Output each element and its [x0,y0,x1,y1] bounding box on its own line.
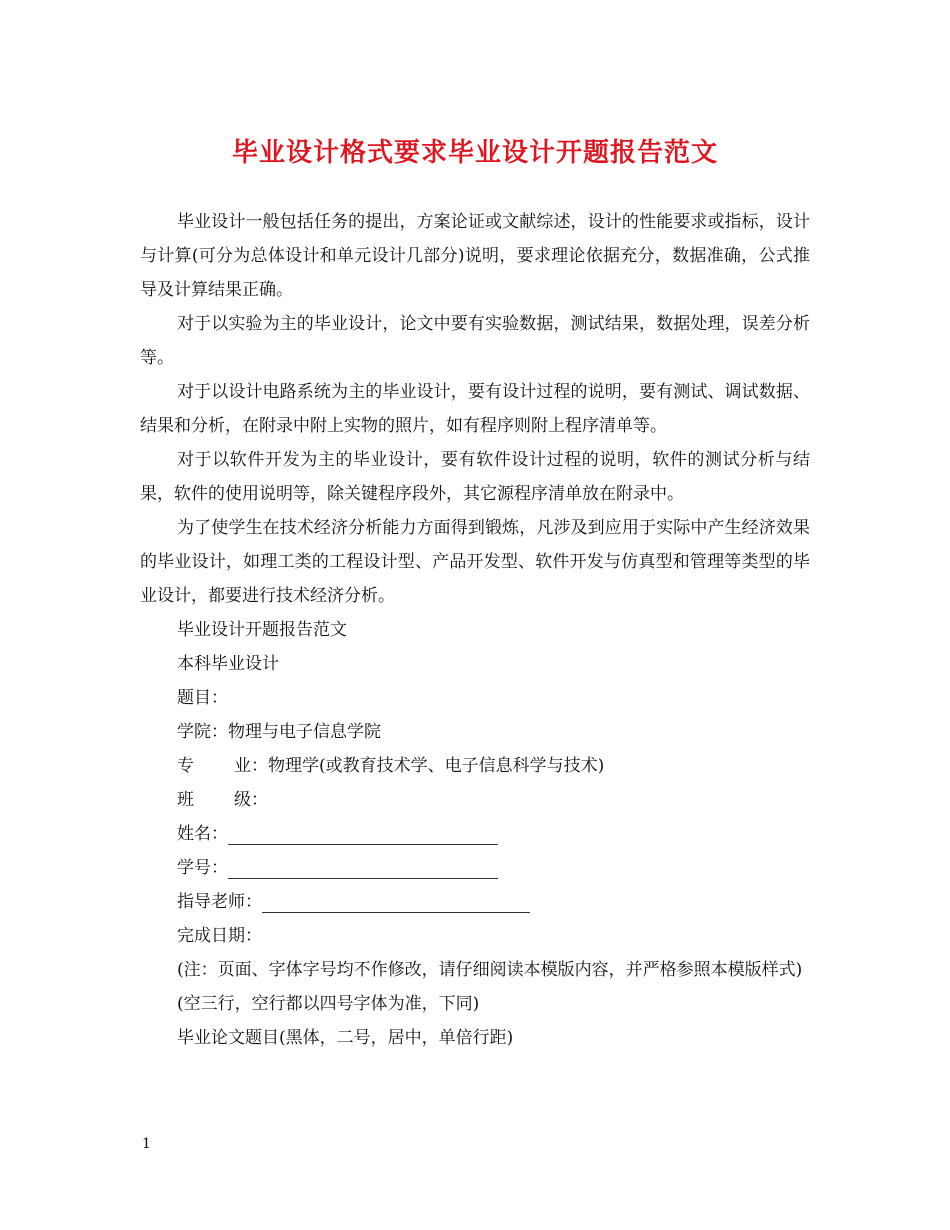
advisor-line [140,885,810,919]
major-label-b: 业：物理学(或教育技术学、电子信息科学与技术) [234,756,605,776]
major-label-a: 专 [177,756,194,776]
paragraph-overview: 毕业设计一般包括任务的提出，方案论证或文献综述，设计的性能要求或指标，设计与计算(可分为总体设计和单元设计几部分)说明，要求理论依据充分，数据准确，公式推导及计算结果正确。 [140,212,810,300]
student-id-label: 学号： [177,858,228,878]
class-label-b: 级： [234,790,268,810]
note-thesis-title: 毕业论文题目(黑体，二号，居中，单倍行距) [177,1028,514,1048]
date-line: 完成日期： [177,926,262,946]
name-label: 姓名： [177,824,228,844]
document-body [140,205,810,1055]
advisor-label: 指导老师： [177,892,262,912]
paragraph-experiment: 对于以实验为主的毕业设计，论文中要有实验数据，测试结果，数据处理，误差分析等。 [140,314,810,368]
name-line [140,817,810,851]
paragraph-software: 对于以软件开发为主的毕业设计，要有软件设计过程的说明，软件的测试分析与结果，软件的使用说明等，除关键程序段外，其它源程序清单放在附录中。 [140,450,810,504]
paragraph-economics: 为了使学生在技术经济分析能力方面得到锻炼，凡涉及到应用于实际中产生经济效果的毕业设计，如理工类的工程设计型、产品开发型、软件开发与仿真型和管理等类型的毕业设计，都要进行技术经济分析。 [140,518,810,606]
class-line [140,783,810,817]
student-id-blank [228,858,498,879]
advisor-blank [262,892,530,913]
college-line: 学院：物理与电子信息学院 [177,722,381,742]
class-label-a: 班 [177,790,194,810]
topic-line: 题目： [177,688,228,708]
undergrad-line: 本科毕业设计 [177,654,279,674]
name-blank [228,824,498,845]
major-line [140,749,810,783]
paragraph-circuit: 对于以设计电路系统为主的毕业设计，要有设计过程的说明，要有测试、调试数据、结果和分析，在附录中附上实物的照片，如有程序则附上程序清单等。 [140,382,810,436]
note-blank-lines: (空三行，空行都以四号字体为准，下同) [177,994,480,1014]
page-number: 1 [142,1136,151,1152]
note-format: (注：页面、字体字号均不作修改，请仔细阅读本模版内容，并严格参照本模版样式) [177,960,803,980]
report-title-line: 毕业设计开题报告范文 [177,620,347,640]
document-title: 毕业设计格式要求毕业设计开题报告范文 [231,138,718,168]
student-id-line [140,851,810,885]
